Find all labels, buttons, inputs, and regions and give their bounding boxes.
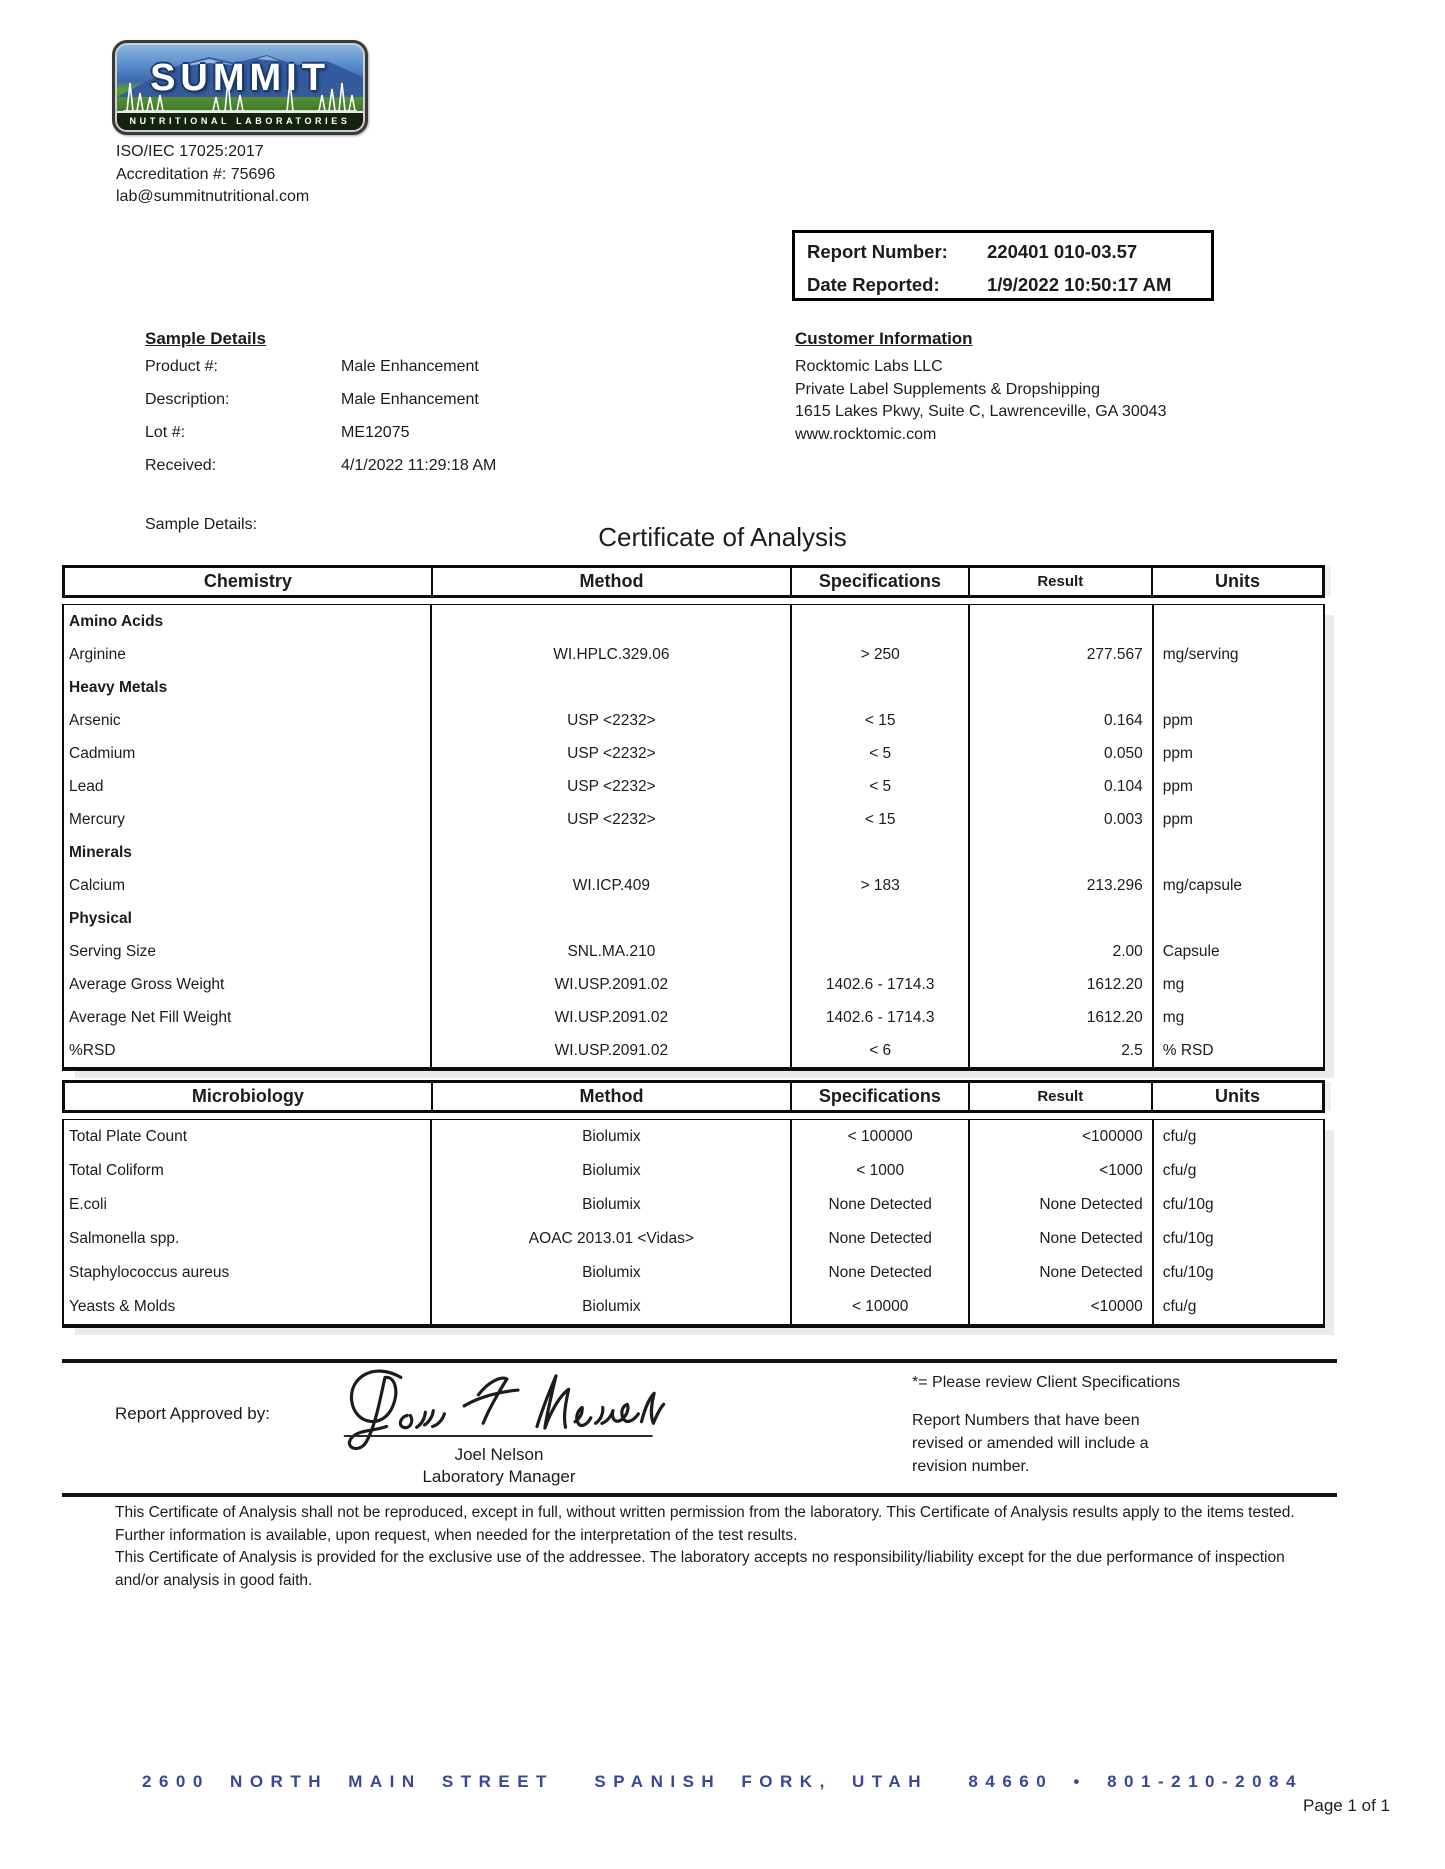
cell-analyte: Average Net Fill Weight bbox=[69, 1008, 232, 1026]
accreditation-line: ISO/IEC 17025:2017 bbox=[116, 143, 264, 160]
cell-spec bbox=[790, 671, 968, 704]
chemistry-row bbox=[64, 1001, 1323, 1034]
cell-analyte: Calcium bbox=[69, 876, 125, 894]
microbiology-row bbox=[64, 1290, 1323, 1324]
microbiology-row bbox=[64, 1154, 1323, 1188]
chemistry-table-body bbox=[62, 604, 1325, 1071]
cell-result bbox=[968, 902, 1152, 935]
cell-result: 0.003 bbox=[968, 803, 1152, 836]
cell-spec: > 183 bbox=[790, 869, 968, 902]
sample-detail-row bbox=[145, 356, 496, 389]
cell-result bbox=[968, 836, 1152, 869]
microbiology-row bbox=[64, 1188, 1323, 1222]
customer-info-line: Rocktomic Labs LLC bbox=[795, 358, 943, 375]
column-header: Result bbox=[968, 568, 1152, 595]
cell-analyte: Serving Size bbox=[69, 942, 157, 960]
cell-method: USP <2232> bbox=[430, 704, 790, 737]
column-header: Chemistry bbox=[203, 571, 292, 591]
chemistry-row bbox=[64, 902, 1323, 935]
cell-analyte: Average Gross Weight bbox=[69, 975, 225, 993]
accreditation-line: Accreditation #: 75696 bbox=[116, 165, 276, 183]
cell-units: cfu/g bbox=[1152, 1120, 1323, 1154]
chemistry-row bbox=[64, 638, 1323, 671]
column-header: Method bbox=[431, 568, 791, 595]
microbiology-row bbox=[64, 1120, 1323, 1154]
signer-title: Laboratory Manager bbox=[422, 1467, 576, 1486]
cell-analyte: Staphylococcus aureus bbox=[69, 1264, 230, 1281]
cell-analyte: Minerals bbox=[69, 843, 132, 861]
cell-label: Product #: bbox=[145, 358, 218, 375]
cell-result: None Detected bbox=[968, 1222, 1152, 1256]
cell-method: WI.ICP.409 bbox=[430, 869, 790, 902]
cell-units: mg bbox=[1152, 1001, 1323, 1034]
cell-analyte: Total Coliform bbox=[69, 1162, 164, 1179]
cell-spec: < 5 bbox=[790, 737, 968, 770]
cell-spec bbox=[790, 605, 968, 638]
cell-analyte: Heavy Metals bbox=[69, 678, 168, 696]
disclaimer-block bbox=[115, 1502, 1311, 1592]
cell-method: AOAC 2013.01 <Vidas> bbox=[430, 1222, 790, 1256]
cell-result: 213.296 bbox=[968, 869, 1152, 902]
cell-method bbox=[430, 836, 790, 869]
cell-method: WI.USP.2091.02 bbox=[430, 968, 790, 1001]
cell-method: USP <2232> bbox=[430, 737, 790, 770]
cell-units: mg/capsule bbox=[1152, 869, 1323, 902]
microbiology-table-header bbox=[62, 1080, 1325, 1113]
cell-analyte: Total Plate Count bbox=[69, 1128, 188, 1145]
cell-result: 2.5 bbox=[968, 1034, 1152, 1067]
cell-spec: < 6 bbox=[790, 1034, 968, 1067]
sample-detail-row bbox=[145, 422, 496, 455]
sample-details-footer-label: Sample Details: bbox=[145, 516, 258, 533]
report-box-row bbox=[807, 238, 1199, 271]
column-header: Microbiology bbox=[191, 1086, 304, 1106]
cell-result: 277.567 bbox=[968, 638, 1152, 671]
chemistry-row bbox=[64, 1034, 1323, 1067]
column-header: Units bbox=[1151, 1083, 1322, 1110]
cell-method: SNL.MA.210 bbox=[430, 935, 790, 968]
column-header: Units bbox=[1151, 568, 1322, 595]
cell-analyte: E.coli bbox=[69, 1196, 107, 1213]
chromatogram-peaks-graphic bbox=[117, 79, 363, 113]
cell-units bbox=[1152, 605, 1323, 638]
notes-block bbox=[912, 1373, 1212, 1478]
cell-result: 0.164 bbox=[968, 704, 1152, 737]
cell-result: 2.00 bbox=[968, 935, 1152, 968]
microbiology-row bbox=[64, 1256, 1323, 1290]
report-box-row bbox=[807, 271, 1199, 304]
cell-method: Biolumix bbox=[430, 1256, 790, 1290]
cell-spec: None Detected bbox=[790, 1188, 968, 1222]
cell-result: None Detected bbox=[968, 1256, 1152, 1290]
chemistry-row bbox=[64, 935, 1323, 968]
sample-details-section bbox=[145, 329, 496, 536]
cell-analyte: Arsenic bbox=[69, 711, 121, 729]
cell-result: <1000 bbox=[968, 1154, 1152, 1188]
chemistry-row bbox=[64, 803, 1323, 836]
sample-details-title: Sample Details bbox=[145, 329, 266, 348]
cell-analyte: Amino Acids bbox=[69, 612, 164, 630]
cell-analyte: Salmonella spp. bbox=[69, 1230, 180, 1247]
chemistry-row bbox=[64, 968, 1323, 1001]
cell-units bbox=[1152, 836, 1323, 869]
cell-value: 1/9/2022 10:50:17 AM bbox=[987, 274, 1172, 295]
cell-result: 0.050 bbox=[968, 737, 1152, 770]
cell-analyte: Yeasts & Molds bbox=[69, 1298, 176, 1315]
microbiology-table-body bbox=[62, 1119, 1325, 1328]
cell-spec: > 250 bbox=[790, 638, 968, 671]
chemistry-row bbox=[64, 836, 1323, 869]
cell-spec: < 100000 bbox=[790, 1120, 968, 1154]
certificate-title: Certificate of Analysis bbox=[598, 522, 847, 552]
cell-analyte: Physical bbox=[69, 909, 132, 927]
divider-line-bottom bbox=[62, 1493, 1337, 1497]
cell-method: Biolumix bbox=[430, 1120, 790, 1154]
cell-spec: < 10000 bbox=[790, 1290, 968, 1324]
cell-spec: < 15 bbox=[790, 803, 968, 836]
cell-value: 4/1/2022 11:29:18 AM bbox=[341, 457, 497, 474]
cell-units bbox=[1152, 671, 1323, 704]
cell-spec bbox=[790, 902, 968, 935]
microbiology-table bbox=[62, 1080, 1325, 1328]
cell-method: USP <2232> bbox=[430, 770, 790, 803]
lab-address-footer: 2600 NORTH MAIN STREET SPANISH FORK, UTAH 84660 • 801-210-2084 bbox=[142, 1772, 1303, 1791]
chemistry-row bbox=[64, 770, 1323, 803]
client-specifications-note: *= Please review Client Specifications bbox=[912, 1374, 1181, 1391]
cell-spec: < 5 bbox=[790, 770, 968, 803]
cell-value: 220401 010-03.57 bbox=[987, 241, 1138, 262]
cell-result: None Detected bbox=[968, 1188, 1152, 1222]
cell-method bbox=[430, 902, 790, 935]
cell-method: WI.HPLC.329.06 bbox=[430, 638, 790, 671]
cell-result: <10000 bbox=[968, 1290, 1152, 1324]
chemistry-table bbox=[62, 565, 1325, 1071]
chemistry-row bbox=[64, 605, 1323, 638]
cell-result: 1612.20 bbox=[968, 968, 1152, 1001]
sample-detail-row bbox=[145, 455, 496, 488]
cell-analyte: Lead bbox=[69, 777, 104, 795]
summit-logo-artwork bbox=[117, 45, 363, 130]
cell-method: Biolumix bbox=[430, 1188, 790, 1222]
cell-units bbox=[1152, 902, 1323, 935]
cell-units: mg/serving bbox=[1152, 638, 1323, 671]
cell-units: cfu/10g bbox=[1152, 1188, 1323, 1222]
cell-units: ppm bbox=[1152, 737, 1323, 770]
cell-units: Capsule bbox=[1152, 935, 1323, 968]
cell-spec: 1402.6 - 1714.3 bbox=[790, 968, 968, 1001]
cell-method bbox=[430, 605, 790, 638]
customer-information-section bbox=[795, 329, 1166, 446]
summit-wordmark: SUMMIT bbox=[150, 57, 330, 99]
column-header: Specifications bbox=[790, 1083, 967, 1110]
cell-spec bbox=[790, 935, 968, 968]
cell-method: WI.USP.2091.02 bbox=[430, 1034, 790, 1067]
column-header: Result bbox=[968, 1083, 1152, 1110]
customer-information-lines bbox=[795, 356, 1166, 446]
cell-units: ppm bbox=[1152, 704, 1323, 737]
cell-value: Male Enhancement bbox=[341, 358, 479, 375]
cell-label: Date Reported: bbox=[807, 274, 940, 295]
cell-spec: < 15 bbox=[790, 704, 968, 737]
accreditation-line: lab@summitnutritional.com bbox=[116, 188, 310, 205]
customer-info-line: Private Label Supplements & Dropshipping bbox=[795, 380, 1101, 398]
cell-label: Report Number: bbox=[807, 241, 948, 262]
chemistry-row bbox=[64, 704, 1323, 737]
cell-analyte: %RSD bbox=[69, 1041, 116, 1059]
disclaimer-paragraph: This Certificate of Analysis is provided for the exclusive use of the addressee. The laboratory accepts no responsibility/liability except for the due performance of inspection and/or analysis in good faith. bbox=[115, 1549, 1285, 1589]
cell-result: 1612.20 bbox=[968, 1001, 1152, 1034]
cell-method: Biolumix bbox=[430, 1154, 790, 1188]
cell-spec: None Detected bbox=[790, 1256, 968, 1290]
cell-spec: < 1000 bbox=[790, 1154, 968, 1188]
logo-tagline-banner: NUTRITIONAL LABORATORIES bbox=[117, 111, 363, 130]
cell-units: ppm bbox=[1152, 803, 1323, 836]
cell-result: <100000 bbox=[968, 1120, 1152, 1154]
cell-label: Lot #: bbox=[145, 424, 186, 441]
microbiology-row bbox=[64, 1222, 1323, 1256]
page-indicator: Page 1 of 1 bbox=[1303, 1796, 1390, 1815]
report-approved-by-label: Report Approved by: bbox=[115, 1404, 270, 1423]
cell-method: USP <2232> bbox=[430, 803, 790, 836]
cell-value: ME12075 bbox=[341, 424, 410, 441]
chemistry-row bbox=[64, 671, 1323, 704]
cell-analyte: Mercury bbox=[69, 810, 125, 828]
customer-information-title: Customer Information bbox=[795, 329, 973, 348]
summit-logo bbox=[112, 40, 368, 135]
cell-units: ppm bbox=[1152, 770, 1323, 803]
cell-analyte: Cadmium bbox=[69, 744, 136, 762]
cell-method: WI.USP.2091.02 bbox=[430, 1001, 790, 1034]
column-header: Specifications bbox=[790, 568, 967, 595]
disclaimer-paragraph: This Certificate of Analysis shall not be reproduced, except in full, without written permission from the laboratory. This Certificate of Analysis results apply to the items tested. Further information is available, upon request, when needed for the interpretation of the test results. bbox=[115, 1504, 1295, 1544]
cell-units: mg bbox=[1152, 968, 1323, 1001]
cell-label: Description: bbox=[145, 391, 230, 408]
column-header: Method bbox=[431, 1083, 791, 1110]
cell-value: Male Enhancement bbox=[341, 391, 479, 408]
chemistry-row bbox=[64, 869, 1323, 902]
customer-info-line: www.rocktomic.com bbox=[795, 425, 937, 443]
cell-units: cfu/10g bbox=[1152, 1222, 1323, 1256]
cell-analyte: Arginine bbox=[69, 645, 126, 663]
cell-spec bbox=[790, 836, 968, 869]
cell-method bbox=[430, 671, 790, 704]
signature-image bbox=[293, 1360, 705, 1455]
cell-result bbox=[968, 671, 1152, 704]
sample-detail-row bbox=[145, 389, 496, 422]
cell-label: Received: bbox=[145, 457, 217, 474]
customer-info-line: 1615 Lakes Pkwy, Suite C, Lawrenceville, GA 30043 bbox=[795, 403, 1167, 420]
cell-units: cfu/g bbox=[1152, 1290, 1323, 1324]
chemistry-table-header bbox=[62, 565, 1325, 598]
cell-units: cfu/g bbox=[1152, 1154, 1323, 1188]
signer-block bbox=[293, 1444, 705, 1488]
revision-note: Report Numbers that have been revised or amended will include a revision number. bbox=[912, 1412, 1149, 1475]
chemistry-row bbox=[64, 737, 1323, 770]
cell-spec: 1402.6 - 1714.3 bbox=[790, 1001, 968, 1034]
cell-result: 0.104 bbox=[968, 770, 1152, 803]
cell-method: Biolumix bbox=[430, 1290, 790, 1324]
sample-details-fields bbox=[145, 356, 496, 488]
signer-name: Joel Nelson bbox=[454, 1445, 544, 1464]
report-number-box bbox=[792, 230, 1214, 301]
cell-units: % RSD bbox=[1152, 1034, 1323, 1067]
cell-units: cfu/10g bbox=[1152, 1256, 1323, 1290]
accreditation-block bbox=[116, 141, 309, 209]
cell-spec: None Detected bbox=[790, 1222, 968, 1256]
cell-result bbox=[968, 605, 1152, 638]
